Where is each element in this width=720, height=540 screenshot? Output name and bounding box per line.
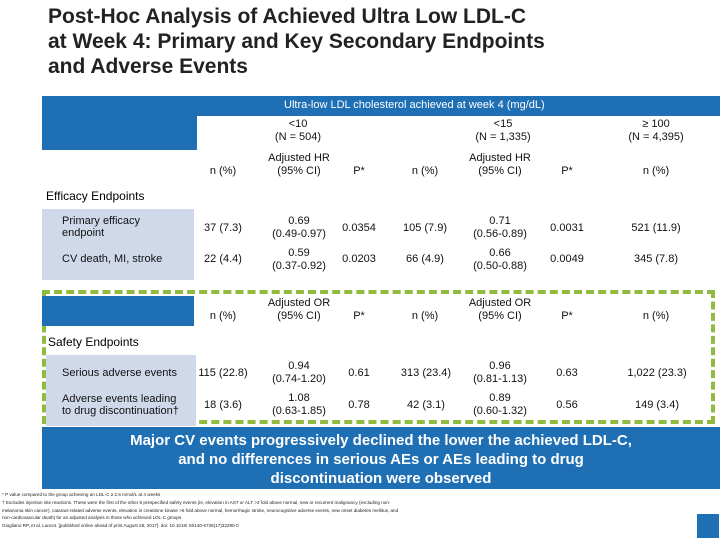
cell: 0.56 bbox=[556, 399, 578, 411]
cell: 521 (11.9) bbox=[631, 222, 681, 234]
footnote-5: Giugliano RP, et al. Lancet. [published online ahead of print August 28, 2017]. doi: 10.1016/ S0140-6736(17)32290-0 bbox=[2, 523, 239, 529]
cell: 345 (7.8) bbox=[633, 253, 679, 265]
footnotes bbox=[2, 491, 702, 530]
group-label: <10 bbox=[288, 118, 308, 130]
cell-or bbox=[457, 392, 543, 418]
col-p-s1: P* bbox=[353, 310, 365, 322]
footnote-1: * P value compared to the group achieving an LDL-C ≥ 2.6 mmol/L at 4 weeks bbox=[2, 492, 161, 497]
cell-value: 0.89 bbox=[489, 392, 511, 404]
col-hr-line2: (95% CI) bbox=[478, 165, 522, 177]
col-n-pct-3: n (%) bbox=[642, 165, 670, 177]
cell-hr bbox=[256, 215, 342, 241]
cell-ci: (0.81-1.13) bbox=[473, 373, 527, 385]
title-line-2: at Week 4: Primary and Key Secondary Endpoints bbox=[48, 30, 545, 53]
cell: 115 (22.8) bbox=[198, 367, 248, 379]
cell: 313 (23.4) bbox=[400, 367, 452, 379]
cell: 22 (4.4) bbox=[204, 253, 242, 265]
band-title: Ultra-low LDL cholesterol achieved at week 4 (mg/dL) bbox=[284, 99, 545, 111]
cell: 1,022 (23.3) bbox=[627, 367, 687, 379]
cell-ci: (0.37-0.92) bbox=[272, 260, 326, 272]
corner-accent bbox=[697, 514, 719, 538]
title-line-3: and Adverse Events bbox=[48, 55, 248, 78]
col-n-pct-2: n (%) bbox=[411, 165, 439, 177]
cell-hr bbox=[457, 247, 543, 273]
cell-ci: (0.60-1.32) bbox=[473, 405, 527, 417]
cell: 0.0203 bbox=[342, 253, 376, 265]
cell-ci: (0.63-1.85) bbox=[272, 405, 326, 417]
slide-title bbox=[48, 4, 688, 79]
cell: 42 (3.1) bbox=[407, 399, 445, 411]
footnote-4: non-cardiovascular death) for an adjusted analysis in those who achieved LDL-C groups bbox=[2, 515, 182, 521]
col-or-line2: (95% CI) bbox=[277, 310, 321, 322]
group-n: (N = 1,335) bbox=[475, 131, 531, 143]
cell: 0.61 bbox=[348, 367, 370, 379]
side-band bbox=[42, 116, 197, 150]
cell-value: 0.69 bbox=[288, 215, 310, 227]
group-label: <15 bbox=[493, 118, 513, 130]
footnote-3: melanoma skin cancer), cataract-related adverse events, elevation in creatinine kinase >5 fold above normal, hemorrhagic stroke, neurocognitive adverse events, new onset diabetes mellitus, and bbox=[2, 507, 399, 513]
cell-value: 0.59 bbox=[288, 247, 310, 259]
efficacy-section-label: Efficacy Endpoints bbox=[46, 189, 145, 203]
cell: 149 (3.4) bbox=[634, 399, 680, 411]
col-p-1: P* bbox=[353, 165, 365, 177]
row-label-ae-discontinuation bbox=[62, 393, 179, 417]
cell-value: 1.08 bbox=[288, 392, 310, 404]
cell: 37 (7.3) bbox=[204, 222, 242, 234]
cell: 0.78 bbox=[348, 399, 370, 411]
col-hr-line2: (95% CI) bbox=[277, 165, 321, 177]
cell-ci: (0.56-0.89) bbox=[473, 228, 527, 240]
banner-line-2: and no differences in serious AEs or AEs leading to drug bbox=[178, 451, 584, 468]
col-p-s2: P* bbox=[561, 310, 573, 322]
row-label-serious-ae bbox=[62, 367, 177, 379]
cell: 0.0049 bbox=[550, 253, 584, 265]
row-label-line1: Serious adverse events bbox=[62, 367, 177, 379]
cell: 0.0354 bbox=[342, 222, 376, 234]
table-header-band bbox=[42, 96, 720, 116]
col-adjusted-or-2 bbox=[457, 297, 543, 323]
row-label-line1: CV death, MI, stroke bbox=[62, 253, 163, 265]
cell: 18 (3.6) bbox=[204, 399, 242, 411]
cell-or bbox=[256, 392, 342, 418]
cell-or bbox=[457, 360, 543, 386]
group-header-ge100 bbox=[608, 118, 704, 144]
cell-hr bbox=[256, 247, 342, 273]
cell-value: 0.94 bbox=[288, 360, 310, 372]
col-or-line2: (95% CI) bbox=[478, 310, 522, 322]
cell-value: 0.96 bbox=[489, 360, 511, 372]
group-n: (N = 4,395) bbox=[628, 131, 684, 143]
banner-line-1: Major CV events progressively declined the lower the achieved LDL-C, bbox=[130, 432, 632, 449]
cell: 105 (7.9) bbox=[402, 222, 448, 234]
col-hr-line1: Adjusted HR bbox=[268, 152, 330, 164]
group-label: ≥ 100 bbox=[642, 118, 670, 130]
cell: 66 (4.9) bbox=[406, 253, 444, 265]
row-label-line2: to drug discontinuation† bbox=[62, 405, 179, 417]
cell-or bbox=[256, 360, 342, 386]
side-band-safety bbox=[42, 296, 194, 326]
col-n-pct-s2: n (%) bbox=[411, 310, 439, 322]
col-n-pct-1: n (%) bbox=[209, 165, 237, 177]
col-adjusted-or-1 bbox=[256, 297, 342, 323]
group-n: (N = 504) bbox=[274, 131, 322, 143]
banner-line-3: discontinuation were observed bbox=[270, 470, 492, 487]
safety-section-label: Safety Endpoints bbox=[48, 335, 139, 349]
col-n-pct-s1: n (%) bbox=[209, 310, 237, 322]
footnote-2: † Excludes injection site reactions. These were the first of the other 8 prespecified safety events (ie, elevation in AST or ALT >3 fold above normal, new or recurrent malignancy (excluding non- bbox=[2, 499, 391, 505]
row-label-line1: Primary efficacy bbox=[62, 215, 141, 227]
row-label-line1: Adverse events leading bbox=[62, 393, 177, 405]
cell-hr bbox=[457, 215, 543, 241]
row-label-cv-death bbox=[62, 253, 162, 265]
cell-ci: (0.49-0.97) bbox=[272, 228, 326, 240]
row-label-primary-efficacy bbox=[62, 215, 140, 239]
title-line-1: Post-Hoc Analysis of Achieved Ultra Low LDL-C bbox=[48, 5, 527, 28]
col-adjusted-hr-1 bbox=[256, 152, 342, 178]
col-hr-line1: Adjusted HR bbox=[469, 152, 531, 164]
group-header-lt15 bbox=[455, 118, 551, 144]
cell-ci: (0.74-1.20) bbox=[272, 373, 326, 385]
cell-value: 0.71 bbox=[489, 215, 511, 227]
col-or-line1: Adjusted OR bbox=[267, 297, 331, 309]
cell: 0.63 bbox=[556, 367, 578, 379]
cell-value: 0.66 bbox=[489, 247, 511, 259]
cell-ci: (0.50-0.88) bbox=[473, 260, 527, 272]
col-or-line1: Adjusted OR bbox=[468, 297, 532, 309]
col-p-2: P* bbox=[561, 165, 573, 177]
col-adjusted-hr-2 bbox=[457, 152, 543, 178]
group-header-lt10 bbox=[258, 118, 338, 144]
row-label-line2: endpoint bbox=[62, 227, 105, 239]
cell: 0.0031 bbox=[550, 222, 584, 234]
col-n-pct-s3: n (%) bbox=[642, 310, 670, 322]
conclusion-banner bbox=[42, 427, 720, 489]
